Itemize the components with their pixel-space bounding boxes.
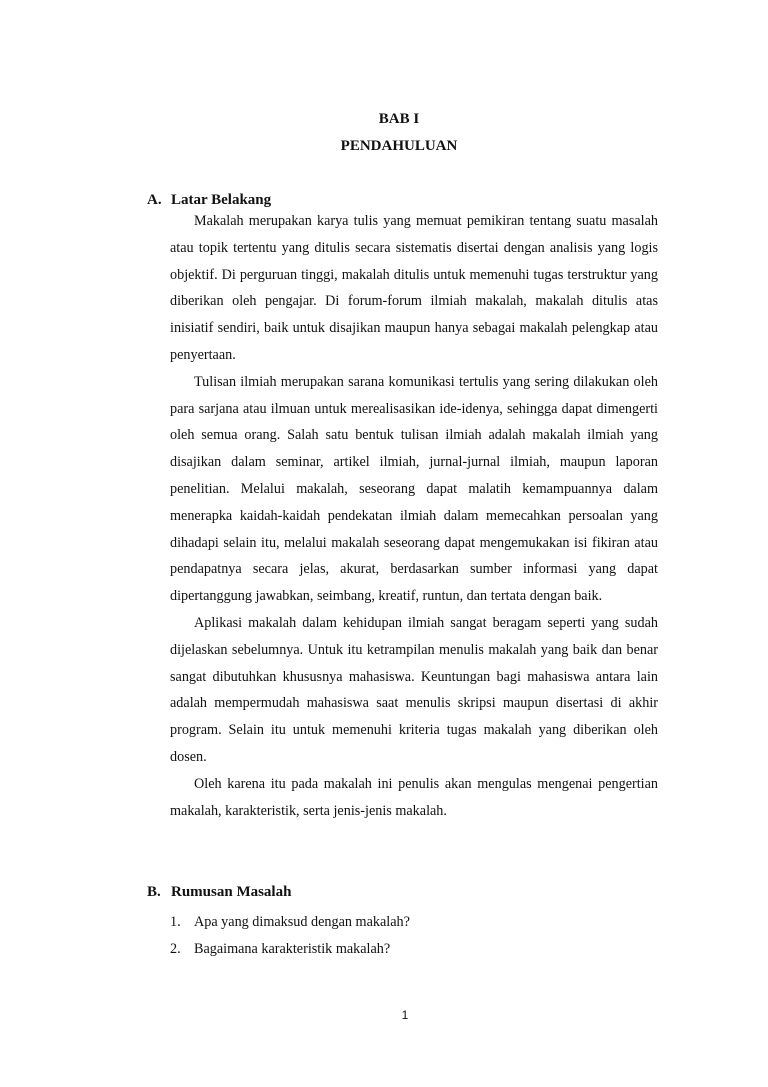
paragraph: Makalah merupakan karya tulis yang memuat pemikiran tentang suatu masalah atau topik tertentu yang ditulis secara sistematis disertai dengan analisis yang logis objektif. Di perguruan tinggi, makalah ditulis untuk memenuhi tugas terstruktur yang diberikan oleh pengajar. Di forum-forum ilmiah makalah, makalah ditulis atas inisiatif sendiri, baik untuk disajikan maupun hanya sebagai makalah pelengkap atau penyertaan. xyxy=(170,213,658,363)
chapter-title: BAB I xyxy=(378,111,420,127)
research-questions-list xyxy=(170,909,410,963)
section-heading-rumusan-masalah xyxy=(147,883,291,901)
paragraph: Aplikasi makalah dalam kehidupan ilmiah sangat beragam seperti yang sudah dijelaskan sebelumnya. Untuk itu ketrampilan menulis makalah yang baik dan benar sangat dibutuhkan khususnya mahasiswa. Keuntungan bagi mahasiswa antara lain adalah mempermudah mahasiswa saat menulis skripsi maupun disertasi di akhir program. Selain itu untuk memenuhi kriteria tugas makalah yang diberikan oleh dosen. xyxy=(170,614,658,765)
section-letter: B. xyxy=(147,884,161,900)
list-item xyxy=(170,909,410,936)
list-item-number: 2. xyxy=(170,940,181,957)
paragraph: Tulisan ilmiah merupakan sarana komunikasi tertulis yang sering dilakukan oleh para sarjana atau ilmuan untuk merealisasikan ide-idenya, sehingga dapat dimengerti oleh semua orang. Salah satu bentuk tulisan ilmiah adalah makalah ilmiah yang disajikan dalam seminar, artikel ilmiah, jurnal-jurnal ilmiah, maupun laporan penelitian. Melalui makalah, seseorang dapat malatih kemampuannya dalam menerapka kaidah-kaidah pendekatan ilmiah dalam memecahkan persoalan yang dihadapi selain itu, melalui makalah seseorang dapat mengemukakan isi fikiran atau pendapatnya secara jelas, akurat, berdasarkan sumber informasi yang dapat dipertanggung jawabkan, seimbang, kreatif, runtun, dan tertata dengan baik. xyxy=(170,373,658,605)
list-item-text: Bagaimana karakteristik makalah? xyxy=(194,940,391,957)
section-letter: A. xyxy=(147,192,162,208)
section-title: Rumusan Masalah xyxy=(171,884,292,900)
latar-belakang-body xyxy=(170,208,658,824)
page-number: 1 xyxy=(401,1008,409,1022)
list-item-text: Apa yang dimaksud dengan makalah? xyxy=(194,914,410,930)
list-item xyxy=(170,936,410,963)
chapter-subtitle: PENDAHULUAN xyxy=(340,138,458,154)
section-title: Latar Belakang xyxy=(171,192,272,208)
paragraph: Oleh karena itu pada makalah ini penulis akan mengulas mengenai pengertian makalah, karakteristik, serta jenis-jenis makalah. xyxy=(170,775,658,819)
list-item-number: 1. xyxy=(170,914,181,930)
section-heading-latar-belakang xyxy=(147,191,271,209)
